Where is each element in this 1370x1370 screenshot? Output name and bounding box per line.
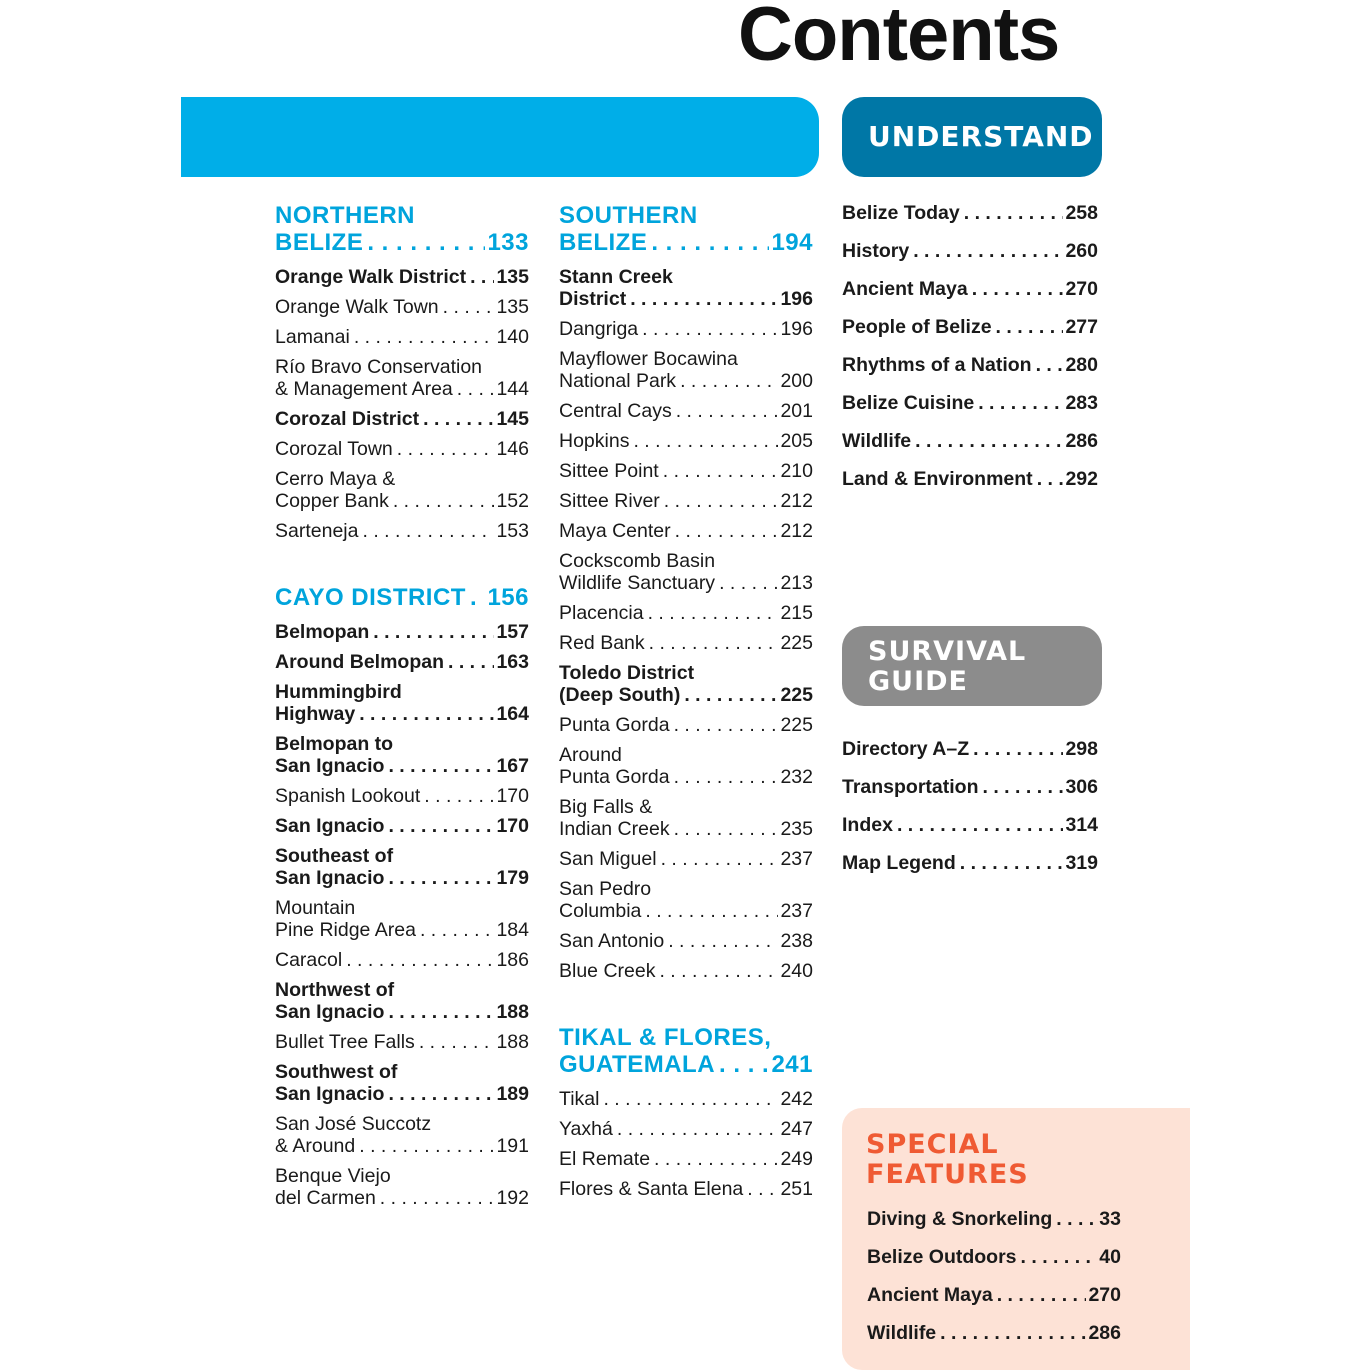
toc-entry-page: 286 [1088, 1322, 1121, 1344]
toc-entry-page: 286 [1065, 430, 1098, 452]
toc-entry[interactable] [559, 430, 813, 452]
toc-entry[interactable] [559, 714, 813, 736]
dot-leader [359, 703, 494, 725]
toc-entry-title: Caracol [275, 949, 343, 971]
toc-entry-title: Orange Walk District [275, 266, 467, 288]
toc-entry-title-line1: Mayflower Bocawina [559, 348, 738, 370]
toc-entry[interactable] [559, 848, 813, 870]
toc-entry-title: Orange Walk Town [275, 296, 439, 318]
toc-entry-page: 210 [780, 460, 813, 482]
toc-entry-title: Wildlife [842, 430, 912, 452]
toc-entry[interactable] [275, 1061, 529, 1105]
toc-entry-title: Highway [275, 703, 356, 725]
dot-leader [663, 460, 779, 482]
toc-entry[interactable] [842, 852, 1098, 874]
dot-leader [354, 326, 495, 348]
toc-entry[interactable] [842, 202, 1098, 224]
dot-leader [978, 392, 1063, 414]
toc-entry[interactable] [842, 278, 1098, 300]
dot-leader [964, 202, 1064, 224]
toc-entry[interactable] [559, 520, 813, 542]
toc-entry-title: Blue Creek [559, 960, 656, 982]
toc-entry-page: 237 [780, 848, 813, 870]
section-page: 133 [487, 229, 529, 256]
toc-entry-page: 251 [780, 1178, 813, 1200]
toc-entry-title-line1: Río Bravo Conservation [275, 356, 483, 378]
toc-entry-title-line1: Southwest of [275, 1061, 398, 1083]
toc-entry-page: 170 [496, 785, 529, 807]
dot-leader [1021, 1246, 1098, 1268]
toc-entry-page: 200 [780, 370, 813, 392]
toc-entry-title: Flores & Santa Elena [559, 1178, 744, 1200]
dot-leader [346, 949, 494, 971]
dot-leader [675, 520, 779, 542]
dot-leader [630, 288, 778, 310]
toc-entry[interactable] [842, 738, 1098, 760]
toc-entry[interactable] [275, 785, 529, 807]
toc-entry[interactable] [842, 468, 1098, 490]
toc-entry-title: Sittee River [559, 490, 660, 512]
dot-leader [1037, 468, 1064, 490]
toc-entry[interactable] [559, 960, 813, 982]
toc-entry-page: 232 [780, 766, 813, 788]
dot-leader [443, 296, 495, 318]
special-features-list-wrap [867, 1208, 1121, 1360]
toc-entry-page: 240 [780, 960, 813, 982]
toc-entry[interactable] [275, 681, 529, 725]
dot-leader [388, 1083, 494, 1105]
toc-entry[interactable] [275, 1031, 529, 1053]
toc-entry[interactable] [867, 1208, 1121, 1230]
toc-entry-title-line1: Cerro Maya & [275, 468, 396, 490]
toc-entry[interactable] [275, 438, 529, 460]
toc-entry[interactable] [559, 1088, 813, 1110]
toc-entry-title-line1: San José Succotz [275, 1113, 432, 1135]
toc-entry-title: del Carmen [275, 1187, 376, 1209]
toc-entry-title: Land & Environment [842, 468, 1033, 490]
toc-entry-page: 140 [496, 326, 529, 348]
dot-leader [674, 766, 779, 788]
dot-leader [668, 930, 778, 952]
toc-entry-page: 314 [1065, 814, 1098, 836]
toc-entry-title: History [842, 240, 910, 262]
toc-entry[interactable] [867, 1284, 1121, 1306]
toc-entry-page: 283 [1065, 392, 1098, 414]
dot-leader [648, 602, 779, 624]
dot-leader [649, 632, 779, 654]
toc-entry-page: 238 [780, 930, 813, 952]
page-title: Contents [738, 0, 1060, 77]
dot-leader [996, 316, 1064, 338]
toc-entry-title: & Around [275, 1135, 356, 1157]
dot-leader [940, 1322, 1086, 1344]
toc-entry-title-line1: Cockscomb Basin [559, 550, 716, 572]
toc-entry[interactable] [275, 897, 529, 941]
toc-entry[interactable] [559, 1118, 813, 1140]
toc-entry-page: 157 [496, 621, 529, 643]
toc-entry-page: 196 [780, 318, 813, 340]
toc-entry-page: 144 [496, 378, 529, 400]
toc-entry[interactable] [275, 356, 529, 400]
toc-entry[interactable] [842, 316, 1098, 338]
toc-entry-page: 135 [496, 296, 529, 318]
section-title-line1: SOUTHERN [559, 202, 698, 229]
toc-entry-title: Wildlife [867, 1322, 937, 1344]
dot-leader [972, 278, 1064, 300]
special-header-line2: FEATURES [866, 1159, 1029, 1190]
toc-entry-title: Wildlife Sanctuary [559, 572, 716, 594]
toc-entry-title: Sarteneja [275, 520, 359, 542]
toc-entry[interactable] [275, 468, 529, 512]
toc-entry-title: Bullet Tree Falls [275, 1031, 415, 1053]
toc-entry-title: Dangriga [559, 318, 639, 340]
toc-entry-page: 225 [780, 684, 813, 706]
toc-entry-title: San Antonio [559, 930, 665, 952]
dot-leader [747, 1178, 778, 1200]
toc-entry-page: 235 [780, 818, 813, 840]
section-page: 241 [771, 1051, 813, 1078]
dot-leader [397, 438, 495, 460]
toc-entry-title: San Miguel [559, 848, 657, 870]
toc-entry-page: 135 [496, 266, 529, 288]
toc-entry-page: 237 [780, 900, 813, 922]
dot-leader [420, 919, 495, 941]
southern-belize-list [559, 266, 813, 982]
toc-entry-page: 292 [1065, 468, 1098, 490]
toc-entry-title: Around Belmopan [275, 651, 444, 673]
toc-entry-page: 170 [496, 815, 529, 837]
dot-leader [654, 1148, 778, 1170]
dot-leader [897, 814, 1064, 836]
dot-leader [359, 1135, 494, 1157]
section-southern-belize [559, 202, 813, 256]
toc-entry-page: 33 [1099, 1208, 1121, 1230]
toc-entry-title: El Remate [559, 1148, 651, 1170]
toc-entry-title-line1: Mountain [275, 897, 356, 919]
toc-entry-title: Pine Ridge Area [275, 919, 416, 941]
toc-entry-title: & Management Area [275, 378, 453, 400]
dot-leader [674, 818, 779, 840]
toc-entry-page: 280 [1065, 354, 1098, 376]
toc-entry[interactable] [559, 602, 813, 624]
section-page: 156 [487, 584, 529, 611]
toc-entry[interactable] [275, 1165, 529, 1209]
dot-leader [645, 900, 778, 922]
toc-entry-page: 225 [780, 632, 813, 654]
toc-entry-title: Columbia [559, 900, 642, 922]
toc-entry-page: 270 [1065, 278, 1098, 300]
toc-entry[interactable] [559, 460, 813, 482]
toc-entry-page: 212 [780, 520, 813, 542]
dot-leader [380, 1187, 495, 1209]
toc-entry-title-line1: Toledo District [559, 662, 695, 684]
toc-entry[interactable] [275, 408, 529, 430]
toc-entry-page: 242 [780, 1088, 813, 1110]
toc-entry-page: 270 [1088, 1284, 1121, 1306]
toc-entry-page: 188 [496, 1001, 529, 1023]
toc-entry-title-line1: Northwest of [275, 979, 395, 1001]
section-page: 194 [771, 229, 813, 256]
toc-entry-title: San Ignacio [275, 755, 385, 777]
toc-entry-page: 189 [496, 1083, 529, 1105]
toc-entry-page: 212 [780, 490, 813, 512]
dot-leader [664, 490, 779, 512]
dot-leader [633, 430, 778, 452]
dot-leader [915, 430, 1063, 452]
toc-entry[interactable] [275, 326, 529, 348]
toc-entry[interactable] [559, 490, 813, 512]
toc-entry-title: Corozal District [275, 408, 420, 430]
cayo-district-list [275, 621, 529, 1209]
dot-leader [960, 852, 1064, 874]
dot-leader [642, 318, 778, 340]
toc-entry-title: Map Legend [842, 852, 956, 874]
toc-entry[interactable] [559, 796, 813, 840]
survival-header-line2: GUIDE [868, 666, 968, 697]
toc-entry[interactable] [275, 651, 529, 673]
toc-entry-page: 247 [780, 1118, 813, 1140]
section-northern-belize [275, 202, 529, 256]
toc-entry-title: (Deep South) [559, 684, 681, 706]
toc-entry[interactable] [559, 550, 813, 594]
dot-leader [676, 400, 779, 422]
toc-entry[interactable] [867, 1246, 1121, 1268]
header-banner [181, 97, 819, 177]
toc-entry-title: Punta Gorda [559, 766, 670, 788]
toc-entry[interactable] [842, 430, 1098, 452]
toc-entry[interactable] [559, 632, 813, 654]
dot-leader [684, 684, 778, 706]
dot-leader [388, 867, 494, 889]
toc-entry-title: Diving & Snorkeling [867, 1208, 1053, 1230]
toc-entry-title: Punta Gorda [559, 714, 670, 736]
dot-leader [388, 1001, 494, 1023]
toc-entry[interactable] [275, 733, 529, 777]
dot-leader [470, 266, 494, 288]
toc-entry-page: 188 [496, 1031, 529, 1053]
survival-header-line1: SURVIVAL [868, 636, 1027, 667]
toc-entry-page: 184 [496, 919, 529, 941]
dot-leader [448, 651, 494, 673]
toc-entry-page: 258 [1065, 202, 1098, 224]
toc-entry-page: 145 [496, 408, 529, 430]
dot-leader [983, 776, 1064, 798]
section-title-line1: TIKAL & FLORES, [559, 1024, 772, 1051]
column-1 [275, 202, 529, 1217]
toc-entry[interactable] [559, 266, 813, 310]
toc-entry-title: Placencia [559, 602, 644, 624]
toc-entry[interactable] [559, 318, 813, 340]
dot-leader [419, 1031, 495, 1053]
toc-entry-title: Belize Outdoors [867, 1246, 1017, 1268]
section-title-line2: GUATEMALA [559, 1051, 716, 1078]
toc-entry-title: Lamanai [275, 326, 350, 348]
toc-entry-title: People of Belize [842, 316, 992, 338]
section-tikal-flores [559, 1024, 813, 1078]
toc-entry-page: 215 [780, 602, 813, 624]
understand-list [842, 202, 1098, 490]
section-title: CAYO DISTRICT [275, 584, 466, 611]
dot-leader [1036, 354, 1064, 376]
toc-entry-page: 201 [780, 400, 813, 422]
toc-entry-page: 319 [1065, 852, 1098, 874]
toc-entry-title-line1: Belmopan to [275, 733, 394, 755]
toc-entry-title: San Ignacio [275, 815, 385, 837]
toc-entry-title: Maya Center [559, 520, 671, 542]
toc-entry-page: 163 [496, 651, 529, 673]
dot-leader [393, 490, 495, 512]
toc-entry-page: 152 [496, 490, 529, 512]
toc-entry-title: Copper Bank [275, 490, 389, 512]
special-header-line1: SPECIAL [866, 1129, 999, 1160]
toc-entry-title: Belize Today [842, 202, 960, 224]
toc-entry-title: Belize Cuisine [842, 392, 975, 414]
toc-entry-title: Directory A–Z [842, 738, 970, 760]
toc-entry-title: San Ignacio [275, 1083, 385, 1105]
toc-entry-title-line1: Benque Viejo [275, 1165, 391, 1187]
toc-entry-title: Indian Creek [559, 818, 670, 840]
toc-entry[interactable] [842, 776, 1098, 798]
toc-entry-title: Index [842, 814, 893, 836]
toc-entry-title: Yaxhá [559, 1118, 613, 1140]
dot-leader [973, 738, 1063, 760]
toc-entry-page: 167 [496, 755, 529, 777]
toc-entry-title: Transportation [842, 776, 979, 798]
special-features-header [866, 1130, 1029, 1190]
section-title-line1: NORTHERN [275, 202, 415, 229]
toc-entry-title: Red Bank [559, 632, 645, 654]
toc-entry[interactable] [559, 1178, 813, 1200]
dot-leader [424, 785, 494, 807]
dot-leader [388, 755, 494, 777]
toc-entry-title: District [559, 288, 627, 310]
toc-entry[interactable] [275, 979, 529, 1023]
toc-entry-title: San Ignacio [275, 1001, 385, 1023]
toc-entry-title: National Park [559, 370, 677, 392]
toc-entry-page: 298 [1065, 738, 1098, 760]
toc-entry-page: 179 [496, 867, 529, 889]
section-cayo-district [275, 584, 529, 611]
toc-entry[interactable] [842, 354, 1098, 376]
column-3 [842, 202, 1098, 890]
toc-entry-title: Hopkins [559, 430, 630, 452]
dot-leader [680, 370, 778, 392]
special-features-list [867, 1208, 1121, 1344]
toc-entry-page: 191 [496, 1135, 529, 1157]
toc-entry-title: Ancient Maya [842, 278, 968, 300]
toc-entry[interactable] [842, 240, 1098, 262]
toc-entry[interactable] [275, 949, 529, 971]
toc-entry-page: 146 [496, 438, 529, 460]
toc-entry[interactable] [559, 878, 813, 922]
toc-entry[interactable] [842, 392, 1098, 414]
dot-leader [659, 960, 778, 982]
dot-leader [719, 572, 778, 594]
toc-entry-page: 196 [780, 288, 813, 310]
toc-entry[interactable] [275, 1113, 529, 1157]
toc-entry[interactable] [275, 621, 529, 643]
dot-leader [997, 1284, 1087, 1306]
toc-entry[interactable] [559, 662, 813, 706]
toc-entry[interactable] [559, 744, 813, 788]
toc-entry-title: Spanish Lookout [275, 785, 421, 807]
toc-entry-page: 40 [1099, 1246, 1121, 1268]
toc-entry-page: 153 [496, 520, 529, 542]
toc-entry[interactable] [275, 845, 529, 889]
toc-entry-title: Rhythms of a Nation [842, 354, 1032, 376]
northern-belize-list [275, 266, 529, 542]
toc-entry[interactable] [867, 1322, 1121, 1344]
toc-entry[interactable] [275, 815, 529, 837]
toc-entry[interactable] [275, 266, 529, 288]
toc-entry-title: Central Cays [559, 400, 672, 422]
toc-entry-title: Corozal Town [275, 438, 393, 460]
toc-entry[interactable] [559, 930, 813, 952]
toc-entry-title: San Ignacio [275, 867, 385, 889]
dot-leader [373, 621, 494, 643]
dot-leader [362, 520, 494, 542]
toc-entry-title: Tikal [559, 1088, 600, 1110]
dot-leader [457, 378, 495, 400]
toc-entry-title: Belmopan [275, 621, 370, 643]
toc-entry[interactable] [559, 1148, 813, 1170]
dot-leader [1056, 1208, 1097, 1230]
toc-entry-page: 260 [1065, 240, 1098, 262]
dot-leader [661, 848, 779, 870]
toc-entry[interactable] [275, 296, 529, 318]
dot-leader [423, 408, 494, 430]
toc-entry-page: 205 [780, 430, 813, 452]
toc-entry-title-line1: Hummingbird [275, 681, 402, 703]
toc-entry-page: 186 [496, 949, 529, 971]
toc-entry-page: 164 [496, 703, 529, 725]
toc-entry-page: 225 [780, 714, 813, 736]
toc-entry-title-line1: Southeast of [275, 845, 394, 867]
section-title-line2: BELIZE [275, 229, 364, 256]
toc-entry-page: 277 [1065, 316, 1098, 338]
toc-entry[interactable] [559, 400, 813, 422]
dot-leader [388, 815, 494, 837]
toc-entry-title: Sittee Point [559, 460, 659, 482]
dot-leader [674, 714, 779, 736]
toc-entry-title-line1: Big Falls & [559, 796, 653, 818]
understand-header: UNDERSTAND [842, 97, 1102, 177]
toc-entry-title-line1: Around [559, 744, 622, 766]
column-2 [559, 202, 813, 1208]
toc-entry[interactable] [842, 814, 1098, 836]
toc-entry[interactable] [559, 348, 813, 392]
dot-leader [617, 1118, 779, 1140]
section-title-line2: BELIZE [559, 229, 648, 256]
survival-list [842, 738, 1098, 874]
toc-entry-title-line1: San Pedro [559, 878, 652, 900]
toc-entry-title: Ancient Maya [867, 1284, 993, 1306]
toc-entry-page: 249 [780, 1148, 813, 1170]
dot-leader [913, 240, 1063, 262]
tikal-flores-list [559, 1088, 813, 1200]
dot-leader [603, 1088, 778, 1110]
toc-entry[interactable] [275, 520, 529, 542]
toc-entry-page: 192 [496, 1187, 529, 1209]
toc-entry-title-line1: Stann Creek [559, 266, 673, 288]
toc-entry-page: 213 [780, 572, 813, 594]
toc-entry-page: 306 [1065, 776, 1098, 798]
